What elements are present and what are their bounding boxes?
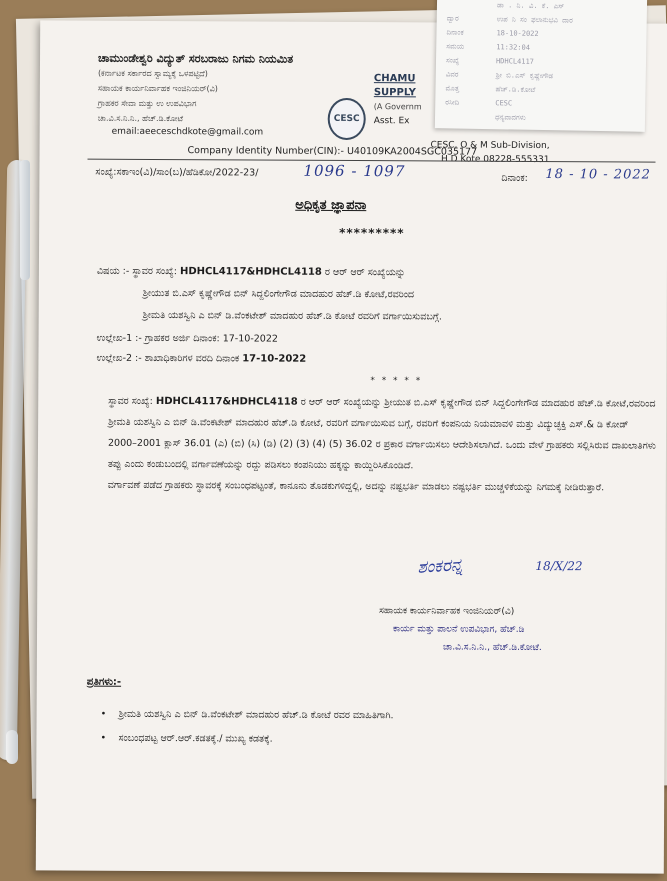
eng-org-line1: CHAMU [373,73,416,85]
stamp-line2: ಕಾರ್ಯ ಮತ್ತು ಪಾಲನೆ ಉಪವಿಭಾಗ, ಹೆಚ್.ಡಿ [393,624,525,635]
section-separator: * * * * * [370,376,423,387]
org-name-kannada: ಚಾಮುಂಡೇಶ್ವರಿ ವಿದ್ಯುತ್ ಸರಬರಾಜು ನಿಗಮ ನಿಯಮಿತ [97,51,294,66]
eng-asst: Asst. Ex [373,116,410,127]
subject-label: ವಿಷಯ :- [96,265,130,277]
receipt-line: ಮೊತ್ತ ಹೆಚ್.ಡಿ.ಕೋಟೆ [445,84,536,94]
copy-item-text: ಸಂಬಂಧಪಟ್ಟ ಆರ್.ಆರ್.ಕಡತಕ್ಕೆ./ ಮುಖ್ಯ ಕಡತಕ್ಕೆ. [118,732,273,745]
receipt-line: ದ್ವಾರ ಉಪ ನಿ ಸಂ ಫಲಾನುಭವಿ ದಾರ [446,14,573,25]
receipt-line: ರಸೀದಿ CESC [445,98,513,108]
document-title: ಅಧಿಕೃತ ಜ್ಞಾಪನಾ [295,197,367,214]
officer-stamp [379,602,667,658]
references-block [96,329,306,370]
subject-suffix: ರ ಆರ್ ಆರ್ ಸಂಖ್ಯೆಯನ್ನು [324,266,406,279]
receipt-line: ದಿನಾಂಕ 18-10-2022 [446,28,539,38]
eng-org-line2: SUPPLY [373,87,416,99]
receipt-line: ಧನ್ಯವಾದಗಳು [494,113,526,122]
body-prefix: ಸ್ಥಾವರ ಸಂಖ್ಯೆ: [108,395,153,407]
date-label: ದಿನಾಂಕ: [501,172,528,184]
bullet-icon: • [100,732,107,744]
receipt-slip [435,0,647,132]
signature-date: 18/X/22 [535,558,583,574]
subject-line2: ಶ್ರೀಯುತ ಬಿ.ಎಸ್ ಕೃಷ್ಣೇಗೌಡ ಬಿನ್ ಸಿದ್ದಲಿಂಗೇಗೌಡ ಮಾದಹುರ ಹೆಚ್.ಡಿ ಕೋಟೆ,ರವರಿಂದ [142,287,415,301]
bullet-icon: • [100,708,107,720]
order-body [108,391,659,499]
office-kannada: ಸಹಾಯಕ ಕಾರ್ಯನಿರ್ವಾಹಕ ಇಂಜಿನಿಯರ್(ವಿ) [97,83,218,94]
gov-note-kannada: (ಕರ್ನಾಟಕ ಸರ್ಕಾರದ ಸ್ವಾಮ್ಯಕ್ಕೆ ಒಳಪಟ್ಟಿದೆ) [97,68,208,79]
reference-1 [97,329,307,350]
reference-2-date: 17-10-2022 [242,353,307,365]
receipt-line: ವಿವರ ಶ್ರೀ ಬಿ.ಎಸ್ ಕೃಷ್ಣೇಗೌಡ [445,70,554,81]
title-stars: ********* [339,225,405,241]
office-email: email:aeeceschdkote@gmail.com [111,126,264,138]
subject-line3: ಶ್ರೀಮತಿ ಯಶಸ್ವಿನಿ ಎ ಬಿನ್ ಡಿ.ವೆಂಕಟೇಶ್ ಮಾದಹುರ ಹೆಚ್.ಡಿ ಕೋಟೆ ರವರಿಗೆ ವರ್ಗಾಯಿಸುವಬಗ್ಗೆ. [142,309,442,323]
reference-1-label: ಉಲ್ಲೇಖ-1 :- [96,332,142,344]
reference-2-text: ಶಾಖಾಧಿಕಾರಿಗಳ ವರದಿ ದಿನಾಂಕ [144,352,240,365]
place-kannada: ಚಾ.ವಿ.ಸ.ನಿ.ನಿ., ಹೆಚ್.ಡಿ.ಕೋಟೆ [97,113,184,124]
copies-heading: ಪ್ರತಿಗಳು:- [86,676,122,688]
receipt-line: ಡಾ . ನಿ. ವಿ. ಕೆ. ಎಸ್ [496,1,565,11]
copies-list [100,703,393,753]
copy-item-text: ಶ್ರೀಮತಿ ಯಶಸ್ವಿನಿ ಎ ಬಿನ್ ಡಿ.ವೆಂಕಟೇಶ್ ಮಾದಹುರ ಹೆಚ್.ಡಿ ಕೋಟೆ ರವರ ಮಾಹಿತಿಗಾಗಿ. [118,708,394,722]
reference-handwritten: 1096 - 1097 [303,161,406,181]
cesc-logo-icon: CESC [328,98,366,140]
stamp-line1: ಸಹಾಯಕ ಕಾರ್ಯನಿರ್ವಾಹಕ ಇಂಜಿನಿಯರ್(ವಿ) [379,606,515,617]
list-item [100,727,393,753]
kannada-letterhead [98,51,293,127]
pen-clip [20,160,30,280]
subject-block [97,261,657,330]
eng-gov-note: (A Governm [373,102,422,112]
reference-2 [96,349,306,370]
cin-number: Company Identity Number(CIN):- U40109KA2004SGC035177 [187,145,478,158]
subject-ids: HDHCL4117&HDHCL4118 [179,266,322,278]
division-kannada: ಗ್ರಾಹಕರ ಸೇವಾ ಮತ್ತು ಉ ಉಪವಿಭಾಗ [97,98,197,109]
receipt-line: ಸಮಯ 11:32:04 [446,42,531,52]
receipt-line: ಸಂಖ್ಯೆ HDHCL4117 [445,56,535,66]
list-item [101,703,394,729]
stamp-line3: ಚಾ.ವಿ.ಸ.ನಿ.ನಿ., ಹೆಚ್.ಡಿ.ಕೋಟೆ. [442,642,542,653]
reference-number: ಸಂಖ್ಯೆ:ಸಕಾಇಂ(ವಿ)/ಸಾಂ(ಬ)/ಹೆಡಿಕೋ/2022-23/ [95,166,259,179]
body-paragraph-1 [108,391,658,478]
body-paragraph-2: ವರ್ಗಾವಣೆ ಪಡೆದ ಗ್ರಾಹಕರು ಸ್ಥಾವರಕ್ಕೆ ಸಂಬಂಧಪಟ್ಟಂತೆ, ಕಾನೂನು ತೊಡಕುಗಳಿದ್ದಲ್ಲಿ, ಅದನ್ನು ನಷ್ಟಭರ್ತಿ ಮಾಡಲು ನಷ್ಟಭರ್ತಿ ಮುಚ್ಚಳಿಕೆಯನ್ನು ನಿಗಮಕ್ಕೆ ನೀಡಿರುತ್ತಾರೆ. [107,479,605,494]
eng-subdivision: CESC, O & M Sub-Division, [430,140,550,152]
body-text: ರ ಆರ್ ಆರ್ ಸಂಖ್ಯೆಯನ್ನು ಶ್ರೀಯುತ ಬಿ.ಎಸ್ ಕೃಷ್ಣೇಗೌಡ ಬಿನ್ ಸಿದ್ದಲಿಂಗೇಗೌಡ ಮಾದಹುರ ಹೆಚ್.ಡಿ ಕೋಟೆ,ರವರಿಂದ ಶ್ರೀಮತಿ ಯಶಸ್ವಿನಿ ಎ ಬಿನ್ ಡಿ.ವೆಂಕಟೇಶ್ ಮಾದಹುರ ಹೆಚ್.ಡಿ ಕೋಟೆ, ರವರಿಗೆ ವರ್ಗಾಯಿಸುವ ಬಗ್ಗೆ, ರವರಿಗೆ ಕಂಪನಿಯ ನಿಯಮಾವಳಿ ಮತ್ತು ವಿದ್ಯುಚ್ಛಕ್ತಿ ಎಸ್.& ಡಿ ಕೋಡ್ 2000–2001 ಕ್ಲಾಸ್ 36.01 (ಎ) (ಬಿ) (ಸಿ) (ಡಿ) (2) (3) (4) (5) 36.02 ರ ಪ್ರಕಾರ ವರ್ಗಾಯಿಸಲು ಆದೇಶಿಸಲಾಗಿದೆ. ಒಂದು ವೇಳೆ ಗ್ರಾಹಕರು ಸಲ್ಲಿಸಿರುವ ದಾಖಲಾತಿಗಳು ತಪ್ಪು ಎಂದು ಕಂಡುಬಂದಲ್ಲಿ ವರ್ಗಾವಣೆಯನ್ನು ರದ್ದು ಪಡಿಸಲು ಕಂಪನಿಯು ಹಕ್ಕನ್ನು ಕಾಯ್ದಿರಿಸಿಕೊಂಡಿದೆ. [107,396,656,472]
letter-page [36,20,667,873]
subject-prefix: ಸ್ಥಾವರ ಸಂಖ್ಯೆ: [132,265,177,278]
reference-1-text: ಗ್ರಾಹಕರ ಅರ್ಜಿ ದಿನಾಂಕ: 17-10-2022 [144,332,278,345]
reference-2-label: ಉಲ್ಲೇಖ-2 :- [96,352,142,364]
body-ids: HDHCL4117&HDHCL4118 [155,395,298,408]
date-handwritten: 18 - 10 - 2022 [545,167,651,183]
signature-scribble: ಶಂಕರನ್ನ [416,555,464,578]
eng-place-phone: H D Kote 08228-555331 [440,154,550,166]
pen-tip [6,730,18,764]
